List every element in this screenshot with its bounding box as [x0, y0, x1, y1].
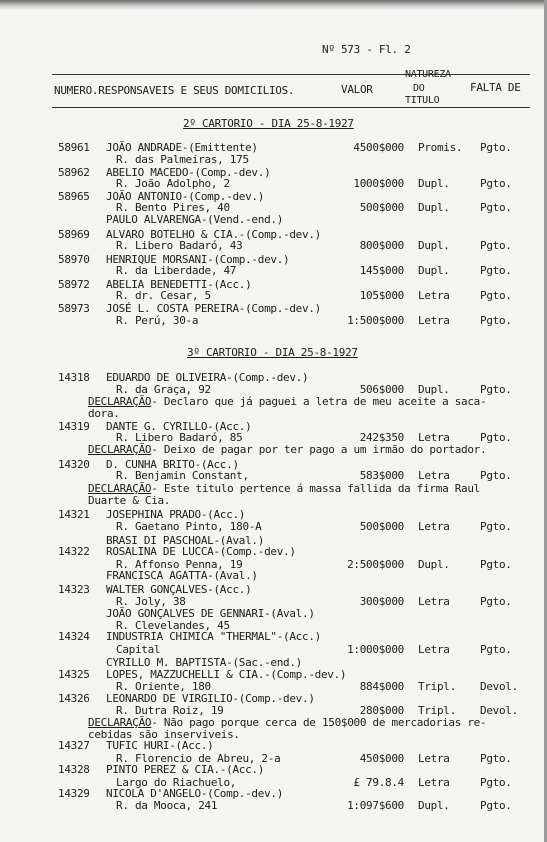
- debtor-address: R. Dutra Roiz, 19: [116, 704, 224, 717]
- protest-reason: Devol.: [480, 680, 518, 693]
- protocol-number: 14326: [58, 692, 90, 705]
- value-amount: 583$000: [359, 469, 404, 482]
- debtor-address: R. Joly, 38: [116, 595, 186, 608]
- protest-reason: Pgto.: [480, 201, 512, 214]
- debtor-name: WALTER GONÇALVES-(Acc.): [106, 583, 252, 596]
- protest-reason: Pgto.: [480, 239, 512, 252]
- protocol-number: 14323: [58, 583, 90, 596]
- value-amount: 105$000: [359, 289, 404, 302]
- declaration-label: DECLARAÇÃO: [88, 443, 152, 456]
- debtor-address: R. Libero Badaró, 43: [116, 239, 243, 252]
- debtor-name: ABELIA BENEDETTI-(Acc.): [106, 278, 252, 291]
- col-header-valor: VALOR: [341, 83, 373, 96]
- value-amount: 4500$000: [353, 141, 404, 154]
- protest-reason: Pgto.: [480, 595, 512, 608]
- protocol-number: 14320: [58, 458, 90, 471]
- declaration-continuation: Duarte & Cia.: [88, 494, 171, 507]
- value-amount: 500$000: [359, 201, 404, 214]
- declaration-text: - Não pago porque cerca de 150$000 de mercadorias re-: [151, 716, 487, 729]
- value-amount: 280$000: [359, 704, 404, 717]
- protocol-number: 14329: [58, 787, 90, 800]
- protocol-number: 14324: [58, 630, 90, 643]
- title-type: Dupl.: [418, 177, 450, 190]
- header-rule-top: [52, 74, 530, 75]
- declaration-label: DECLARAÇÃO: [88, 716, 152, 729]
- protocol-number: 58973: [58, 302, 90, 315]
- protest-reason: Pgto.: [480, 643, 512, 656]
- value-amount: £ 79.8.4: [353, 776, 404, 789]
- protest-reason: Pgto.: [480, 776, 512, 789]
- debtor-name: HENRIQUE MORSANI-(Comp.-dev.): [106, 253, 290, 266]
- debtor-name: INDUSTRIA CHIMICA "THERMAL"-(Acc.): [106, 630, 321, 643]
- protest-reason: Pgto.: [480, 431, 512, 444]
- debtor-name: DANTE G. CYRILLO-(Acc.): [106, 420, 252, 433]
- debtor-address: R. Libero Badaró, 85: [116, 431, 243, 444]
- debtor-name: D. CUNHA BRITO-(Acc.): [106, 458, 239, 471]
- protocol-number: 58972: [58, 278, 90, 291]
- value-amount: 145$000: [359, 264, 404, 277]
- protocol-number: 14322: [58, 545, 90, 558]
- section-title: 3º CARTORIO - DIA 25-8-1927: [187, 346, 358, 359]
- protest-reason: Pgto.: [480, 520, 512, 533]
- debtor-name: JOSEPHINA PRADO-(Acc.): [106, 508, 246, 521]
- protest-reason: Pgto.: [480, 264, 512, 277]
- debtor-address: R. Perú, 30-a: [116, 314, 199, 327]
- title-type: Letra: [418, 314, 450, 327]
- debtor-address: R. Bento Pires, 40: [116, 201, 230, 214]
- debtor-name: LOPES, MAZZUCHELLI & CIA.-(Comp.-dev.): [106, 668, 347, 681]
- protest-reason: Pgto.: [480, 752, 512, 765]
- declaration-text: - Este titulo pertence á massa fallida da firma Raul: [151, 482, 481, 495]
- debtor-name: ROSALINA DE LUCCA-(Comp.-dev.): [106, 545, 296, 558]
- debtor-name: LEONARDO DE VIRGILIO-(Comp.-dev.): [106, 692, 315, 705]
- declaration-label: DECLARAÇÃO: [88, 482, 152, 495]
- debtor-name: CYRILLO M. BAPTISTA-(Sac.-end.): [106, 656, 302, 669]
- protest-reason: Pgto.: [480, 141, 512, 154]
- debtor-name: ALVARO BOTELHO & CIA.-(Comp.-dev.): [106, 228, 321, 241]
- debtor-address: R. João Adolpho, 2: [116, 177, 230, 190]
- protocol-number: 14318: [58, 371, 90, 384]
- debtor-name: TUFIC HURI-(Acc.): [106, 739, 214, 752]
- title-type: Letra: [418, 752, 450, 765]
- title-type: Dupl.: [418, 383, 450, 396]
- protocol-number: 14321: [58, 508, 90, 521]
- debtor-address: R. Gaetano Pinto, 180-A: [116, 520, 262, 533]
- value-amount: 500$000: [359, 520, 404, 533]
- protocol-number: 58965: [58, 190, 90, 203]
- title-type: Dupl.: [418, 558, 450, 571]
- declaration-text: - Deixo de pagar por ter pago a um irmão do portador.: [151, 443, 487, 456]
- col-header-natureza-2: DO: [413, 83, 425, 94]
- col-header-responsaveis: NUMERO.RESPONSAVEIS E SEUS DOMICILIOS.: [54, 84, 295, 97]
- debtor-address: R. Oriente, 180: [116, 680, 211, 693]
- scan-top-edge: [0, 0, 547, 10]
- debtor-address: Capital: [116, 643, 161, 656]
- declaration-continuation: cebidas são inserviveis.: [88, 728, 240, 741]
- title-type: Dupl.: [418, 264, 450, 277]
- protest-reason: Pgto.: [480, 799, 512, 812]
- title-type: Letra: [418, 431, 450, 444]
- value-amount: 884$000: [359, 680, 404, 693]
- declaration-text: - Declaro que já paguei a letra de meu aceite a saca-: [151, 395, 487, 408]
- title-type: Tripl.: [418, 704, 456, 717]
- title-type: Letra: [418, 469, 450, 482]
- title-type: Dupl.: [418, 239, 450, 252]
- col-header-natureza-1: NATUREZA: [405, 69, 451, 80]
- debtor-address: R. Benjamin Constant,: [116, 469, 249, 482]
- title-type: Letra: [418, 289, 450, 302]
- protocol-number: 58962: [58, 166, 90, 179]
- debtor-name: JOSÉ L. COSTA PEREIRA-(Comp.-dev.): [106, 302, 321, 315]
- protest-reason: Pgto.: [480, 177, 512, 190]
- protocol-number: 14327: [58, 739, 90, 752]
- protest-reason: Pgto.: [480, 314, 512, 327]
- debtor-address: R. das Palmeiras, 175: [116, 153, 249, 166]
- value-amount: 1:000$000: [347, 643, 404, 656]
- protest-reason: Pgto.: [480, 383, 512, 396]
- debtor-address: R. da Mooca, 241: [116, 799, 218, 812]
- protest-reason: Pgto.: [480, 289, 512, 302]
- title-type: Dupl.: [418, 201, 450, 214]
- debtor-name: BRASI DI PASCHOAL-(Aval.): [106, 534, 265, 547]
- debtor-name: JOÃO ANTONIO-(Comp.-dev.): [106, 190, 265, 203]
- title-type: Dupl.: [418, 799, 450, 812]
- protocol-number: 58969: [58, 228, 90, 241]
- debtor-name: FRANCISCA AGATTA-(Aval.): [106, 569, 258, 582]
- col-header-natureza-3: TITULO: [405, 95, 440, 106]
- col-header-falta: FALTA DE: [470, 81, 521, 94]
- value-amount: 800$000: [359, 239, 404, 252]
- protest-reason: Devol.: [480, 704, 518, 717]
- value-amount: 1:097$600: [347, 799, 404, 812]
- value-amount: 2:500$000: [347, 558, 404, 571]
- declaration-continuation: dora.: [88, 407, 120, 420]
- protest-reason: Pgto.: [480, 469, 512, 482]
- debtor-address: R. Clevelandes, 45: [116, 619, 230, 632]
- protest-reason: Pgto.: [480, 558, 512, 571]
- value-amount: 450$000: [359, 752, 404, 765]
- debtor-name: PINTO PEREZ & CIA.-(Acc.): [106, 763, 265, 776]
- header-rule-bottom: [52, 107, 530, 108]
- value-amount: 506$000: [359, 383, 404, 396]
- value-amount: 242$350: [359, 431, 404, 444]
- debtor-address: R. da Liberdade, 47: [116, 264, 237, 277]
- protocol-number: 14325: [58, 668, 90, 681]
- value-amount: 1:500$000: [347, 314, 404, 327]
- debtor-name: NICOLA D'ANGELO-(Comp.-dev.): [106, 787, 284, 800]
- debtor-address: R. Affonso Penna, 19: [116, 558, 243, 571]
- title-type: Letra: [418, 643, 450, 656]
- protocol-number: 58961: [58, 141, 90, 154]
- title-type: Letra: [418, 520, 450, 533]
- protocol-number: 14319: [58, 420, 90, 433]
- debtor-name: JOÃO GONÇALVES DE GENNARI-(Aval.): [106, 607, 315, 620]
- value-amount: 300$000: [359, 595, 404, 608]
- debtor-name: PAULO ALVARENGA-(Vend.-end.): [106, 213, 284, 226]
- debtor-address: R. da Graça, 92: [116, 383, 211, 396]
- value-amount: 1000$000: [353, 177, 404, 190]
- protocol-number: 58970: [58, 253, 90, 266]
- debtor-address: Largo do Riachuelo,: [116, 776, 237, 789]
- debtor-name: EDUARDO DE OLIVEIRA-(Comp.-dev.): [106, 371, 309, 384]
- title-type: Tripl.: [418, 680, 456, 693]
- debtor-address: R. dr. Cesar, 5: [116, 289, 211, 302]
- protocol-number: 14328: [58, 763, 90, 776]
- debtor-name: JOÃO ANDRADE-(Emittente): [106, 141, 258, 154]
- page-reference: Nº 573 - Fl. 2: [322, 43, 411, 56]
- declaration-label: DECLARAÇÃO: [88, 395, 152, 408]
- title-type: Letra: [418, 776, 450, 789]
- title-type: Promis.: [418, 141, 463, 154]
- debtor-name: ABELIO MACEDO-(Comp.-dev.): [106, 166, 271, 179]
- title-type: Letra: [418, 595, 450, 608]
- debtor-address: R. Florencio de Abreu, 2-a: [116, 752, 281, 765]
- section-title: 2º CARTORIO - DIA 25-8-1927: [183, 117, 354, 130]
